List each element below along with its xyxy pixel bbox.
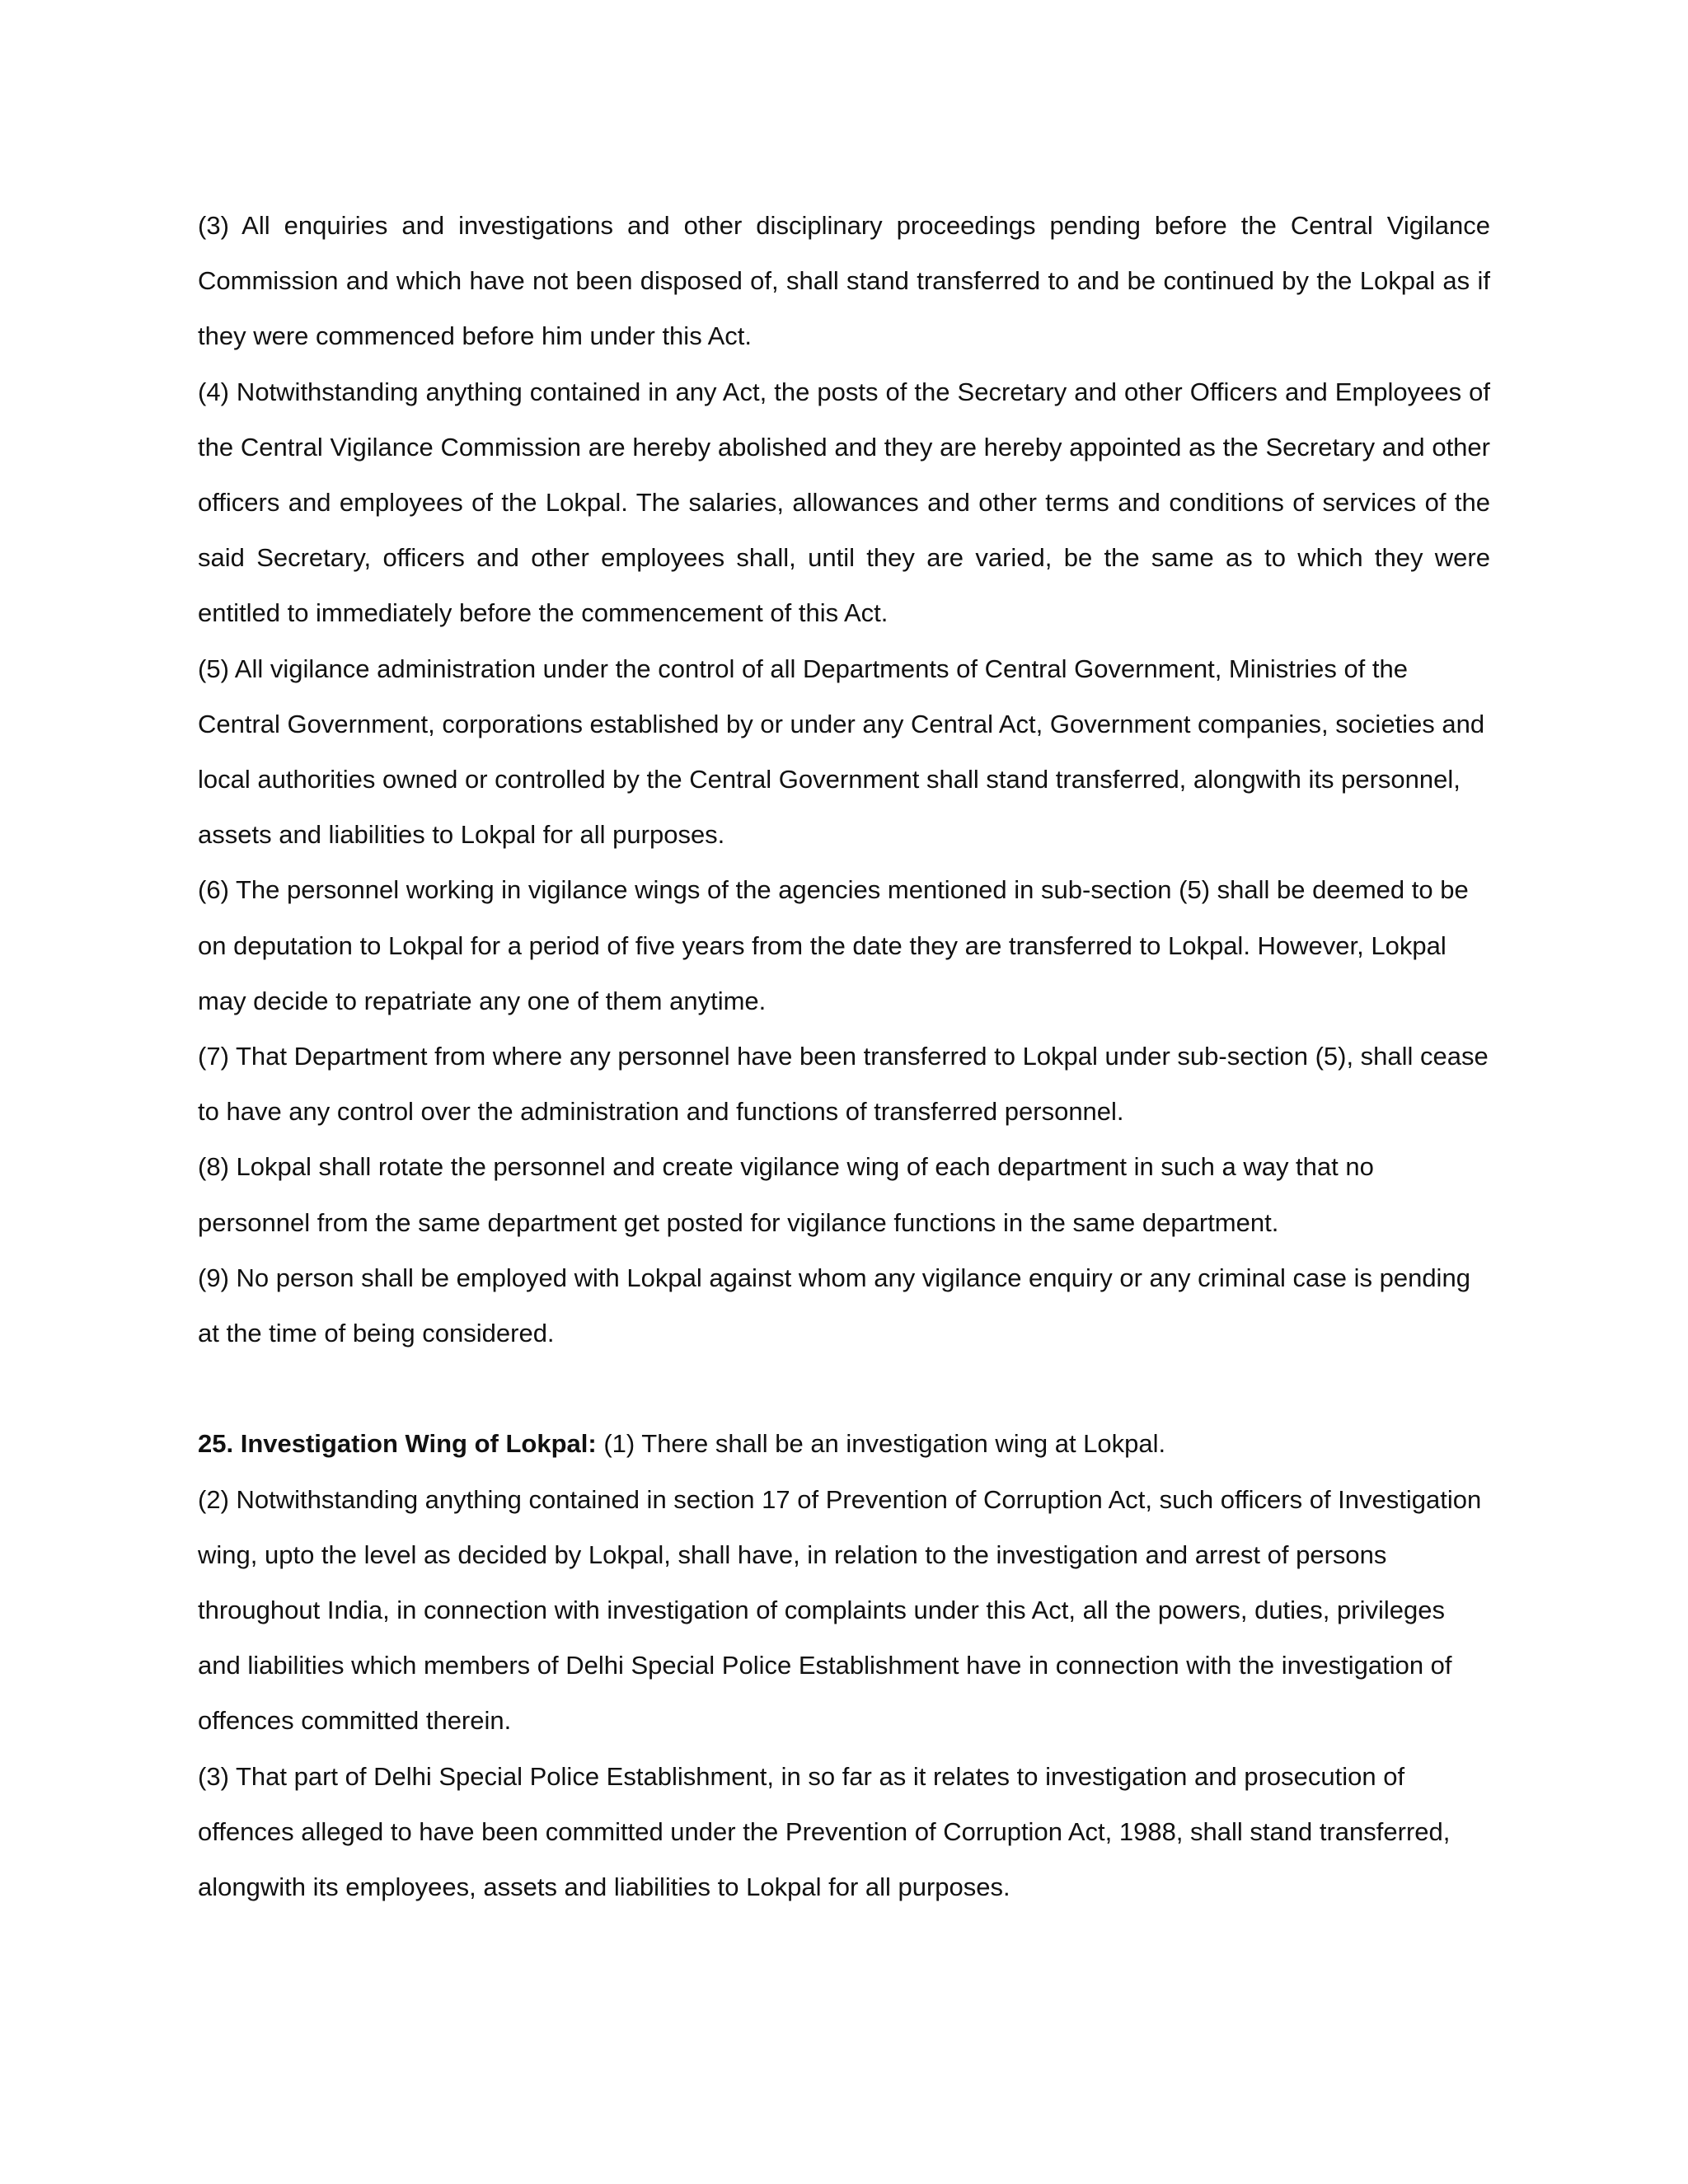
section-25-title: 25. Investigation Wing of Lokpal: bbox=[198, 1429, 597, 1459]
clause-24-6: (6) The personnel working in vigilance wings of the agencies mentioned in sub-section (5) shall be deemed to be on deputation to Lokpal for a period of five years from the date they are transferred to Lokpal. However, Lokpal may decide to repatriate any one of them anytime. bbox=[198, 875, 1469, 1015]
section-25-heading-line bbox=[198, 1416, 1490, 1471]
clause-24-8: (8) Lokpal shall rotate the personnel and create vigilance wing of each department in such a way that no personnel from the same department get posted for vigilance functions in the same department. bbox=[198, 1152, 1374, 1237]
clause-25-3: (3) That part of Delhi Special Police Establishment, in so far as it relates to investigation and prosecution of offences alleged to have been committed under the Prevention of Corruption Act, 1988, shall stand transferred, alongwith its employees, assets and liabilities to Lokpal for all purposes. bbox=[198, 1761, 1451, 1902]
clause-25-2: (2) Notwithstanding anything contained in section 17 of Prevention of Corruption Act, such officers of Investigation wing, upto the level as decided by Lokpal, shall have, in relation to the investigation and arrest of persons throughout India, in connection with investigation of complaints under this Act, all the powers, duties, privileges and liabilities which members of Delhi Special Police Establishment have in connection with the investigation of offences committed therein. bbox=[198, 1484, 1482, 1736]
clause-25-1: (1) There shall be an investigation wing at Lokpal. bbox=[596, 1429, 1166, 1459]
clause-24-7: (7) That Department from where any personnel have been transferred to Lokpal under sub-section (5), shall cease to have any control over the administration and functions of transferred personnel. bbox=[198, 1042, 1489, 1127]
clause-24-4: (4) Notwithstanding anything contained in any Act, the posts of the Secretary and other Officers and Employees of the Central Vigilance Commission are hereby abolished and they are hereby appointed as the Secretary and other officers and employees of the Lokpal. The salaries, allowances and other terms and conditions of services of the said Secretary, officers and other employees shall, until they are varied, be the same as to which they were entitled to immediately before the commencement of this Act. bbox=[198, 377, 1490, 628]
clause-24-3: (3) All enquiries and investigations and other disciplinary proceedings pending before the Central Vigilance Commission and which have not been disposed of, shall stand transferred to and be continued by the Lokpal as if they were commenced before him under this Act. bbox=[198, 211, 1490, 351]
document-page bbox=[198, 198, 1490, 1915]
section-gap bbox=[198, 1361, 1490, 1416]
clause-24-5: (5) All vigilance administration under the control of all Departments of Central Government, Ministries of the Central Government, corporations established by or under any Central Act, Government companies, societies and local authorities owned or controlled by the Central Government shall stand transferred, alongwith its personnel, assets and liabilities to Lokpal for all purposes. bbox=[198, 654, 1485, 850]
clause-24-9: (9) No person shall be employed with Lokpal against whom any vigilance enquiry or any criminal case is pending at the time of being considered. bbox=[198, 1263, 1470, 1348]
